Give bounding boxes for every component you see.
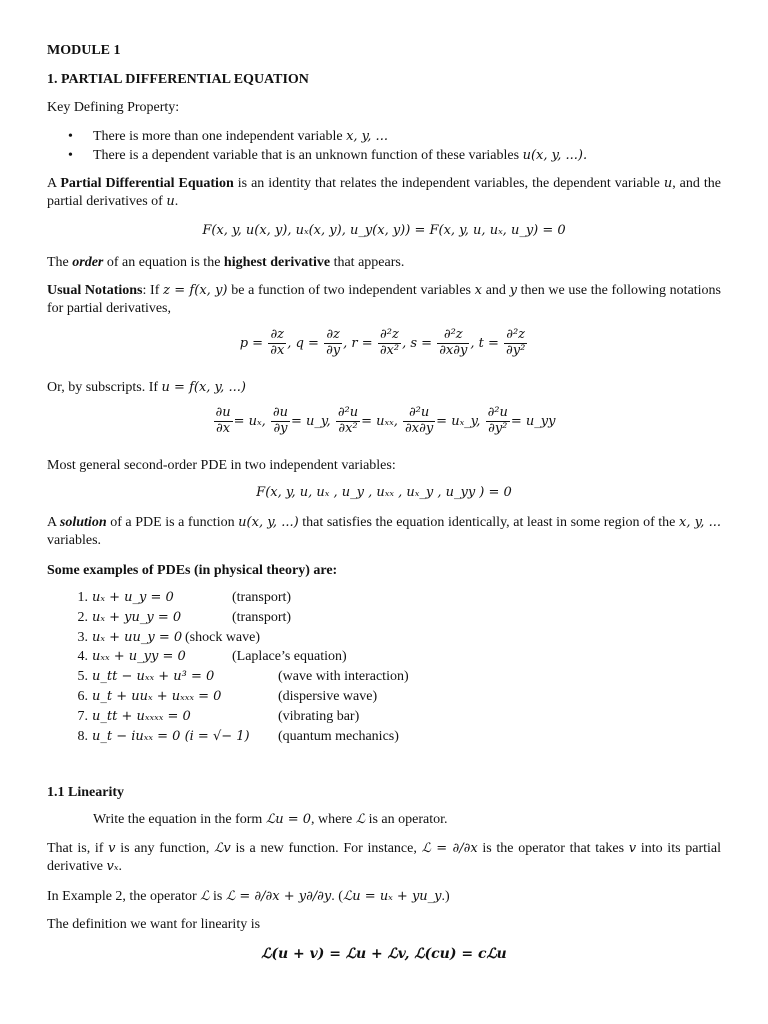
module-title: MODULE 1 [47, 43, 121, 58]
example-number: 7. [77, 708, 88, 724]
example-note: (transport) [232, 590, 292, 605]
subscripts-line: Or, by subscripts. If u = f(x, y, ...) [47, 380, 246, 395]
order-definition: The order of an equation is the highest derivative that appears. [47, 255, 405, 270]
example-item [68, 648, 568, 668]
notation-fractions [0, 328, 768, 359]
example-number: 3. [77, 629, 88, 645]
example-note: (vibrating bar) [278, 708, 360, 724]
fraction-group: p = $\frac{\partial z}{\partial x}$ , [239, 327, 292, 358]
pde-definition: A Partial Differential Equation is an identity that relates the independent variables, the dependent variable u, and the partial derivatives of u. [47, 176, 721, 210]
fraction-group: t = $\frac{\text{∂²z}}{\text{∂y²}}$ [478, 327, 526, 358]
example-number: 2. [77, 609, 88, 625]
example-equation: uₓ + u_y = 0 [92, 590, 174, 605]
example-number: 6. [77, 689, 88, 704]
linearity-intro: Write the equation in the form ℒu = 0, where ℒ is an operator. [93, 812, 448, 827]
example-equation: uₓ + yu_y = 0 [92, 609, 182, 625]
example-equation: u_tt + uₓₓₓₓ = 0 [92, 708, 191, 724]
fraction-group: r = $\frac{\text{∂²z}}{\text{∂x²}}$ , [351, 327, 407, 358]
example-note: (dispersive wave) [278, 689, 378, 704]
bullet-icon: • [68, 148, 73, 163]
example-number: 4. [77, 649, 88, 665]
example-number: 5. [77, 669, 88, 685]
example-equation: u_t − iuₓₓ = 0 (i = √− 1) [92, 728, 250, 744]
fraction-group: $\frac{\partial u}{\partial x}$ = uₓ, [215, 405, 266, 436]
examples-title: Some examples of PDEs (in physical theory) are: [47, 563, 338, 578]
example-note: (quantum mechanics) [278, 728, 399, 744]
example-number: 1. [77, 590, 88, 605]
example-item [68, 609, 568, 629]
example-item [68, 629, 568, 649]
bullet-item: • There is more than one independent variable x, y, ... [68, 128, 388, 146]
example2-line: In Example 2, the operator ℒ is ℒ = ∂/∂x + y∂/∂y. (ℒu = uₓ + yu_y.) [47, 889, 450, 904]
example-note: (Laplace’s equation) [232, 649, 347, 665]
example-item [68, 668, 568, 688]
definition-line: The definition we want for linearity is [47, 917, 261, 932]
solution-definition: A solution of a PDE is a function u(x, y, ...) that satisfies the equation identically, at least in some region of the x, y, ... variables. [47, 515, 722, 549]
fraction-group: $\frac{\text{∂²u}}{\text{∂y²}}$ = u_yy [487, 405, 556, 436]
equation-linearity: ℒ(u + v) = ℒu + ℒv, ℒ(cu) = cℒu [261, 946, 507, 962]
second-order-label: Most general second-order PDE in two independent variables: [47, 458, 396, 473]
key-property-label: Key Defining Property: [47, 100, 180, 115]
example-item [68, 728, 568, 748]
fraction-group: s = $\frac{\text{∂²z}}{\partial x\partial y}$ , [410, 327, 475, 358]
example-item [68, 589, 568, 609]
fraction-group: $\frac{\text{∂²u}}{\partial x\partial y}$ = uₓ_y, [405, 405, 481, 436]
fraction-group: $\frac{\text{∂²u}}{\text{∂x²}}$ = uₓₓ, [337, 405, 398, 436]
equation-general: F(x, y, u(x, y), uₓ(x, y), u_y(x, y)) = F(x, y, u, uₓ, u_y) = 0 [202, 223, 566, 238]
example-equation: u_tt − uₓₓ + u³ = 0 [92, 669, 215, 685]
equation-second-order: F(x, y, u, uₓ , u_y , uₓₓ , uₓ_y , u_yy ) = 0 [256, 485, 512, 500]
section-title: 1. PARTIAL DIFFERENTIAL EQUATION [47, 72, 309, 87]
subscript-fractions [0, 406, 768, 437]
fraction-group: q = $\frac{\partial z}{\partial y}$ , [295, 327, 348, 358]
that-is-paragraph: That is, if v is any function, ℒv is a new function. For instance, ℒ = ∂/∂x is the operator that takes v into its partial derivative vₓ. [47, 841, 721, 875]
example-item [68, 688, 568, 708]
example-equation: uₓₓ + u_yy = 0 [92, 649, 186, 665]
bullet-item: • There is a dependent variable that is an unknown function of these variables u(x, y, ...). [68, 147, 587, 165]
usual-notations: Usual Notations: If z = f(x, y) be a function of two independent variables x and y then we use the following notations for partial derivatives, [47, 283, 722, 317]
example-note: (shock wave) [185, 629, 261, 645]
fraction-group: $\frac{\partial u}{\partial y}$ = u_y, [272, 405, 331, 436]
example-equation: uₓ + uu_y = 0 [92, 629, 183, 645]
example-note: (transport) [232, 609, 292, 625]
bullet-icon: • [68, 129, 73, 144]
example-item [68, 708, 568, 728]
example-equation: u_t + uuₓ + uₓₓₓ = 0 [92, 689, 222, 704]
linearity-title: 1.1 Linearity [47, 785, 124, 800]
example-note: (wave with interaction) [278, 669, 409, 685]
example-number: 8. [77, 728, 88, 744]
